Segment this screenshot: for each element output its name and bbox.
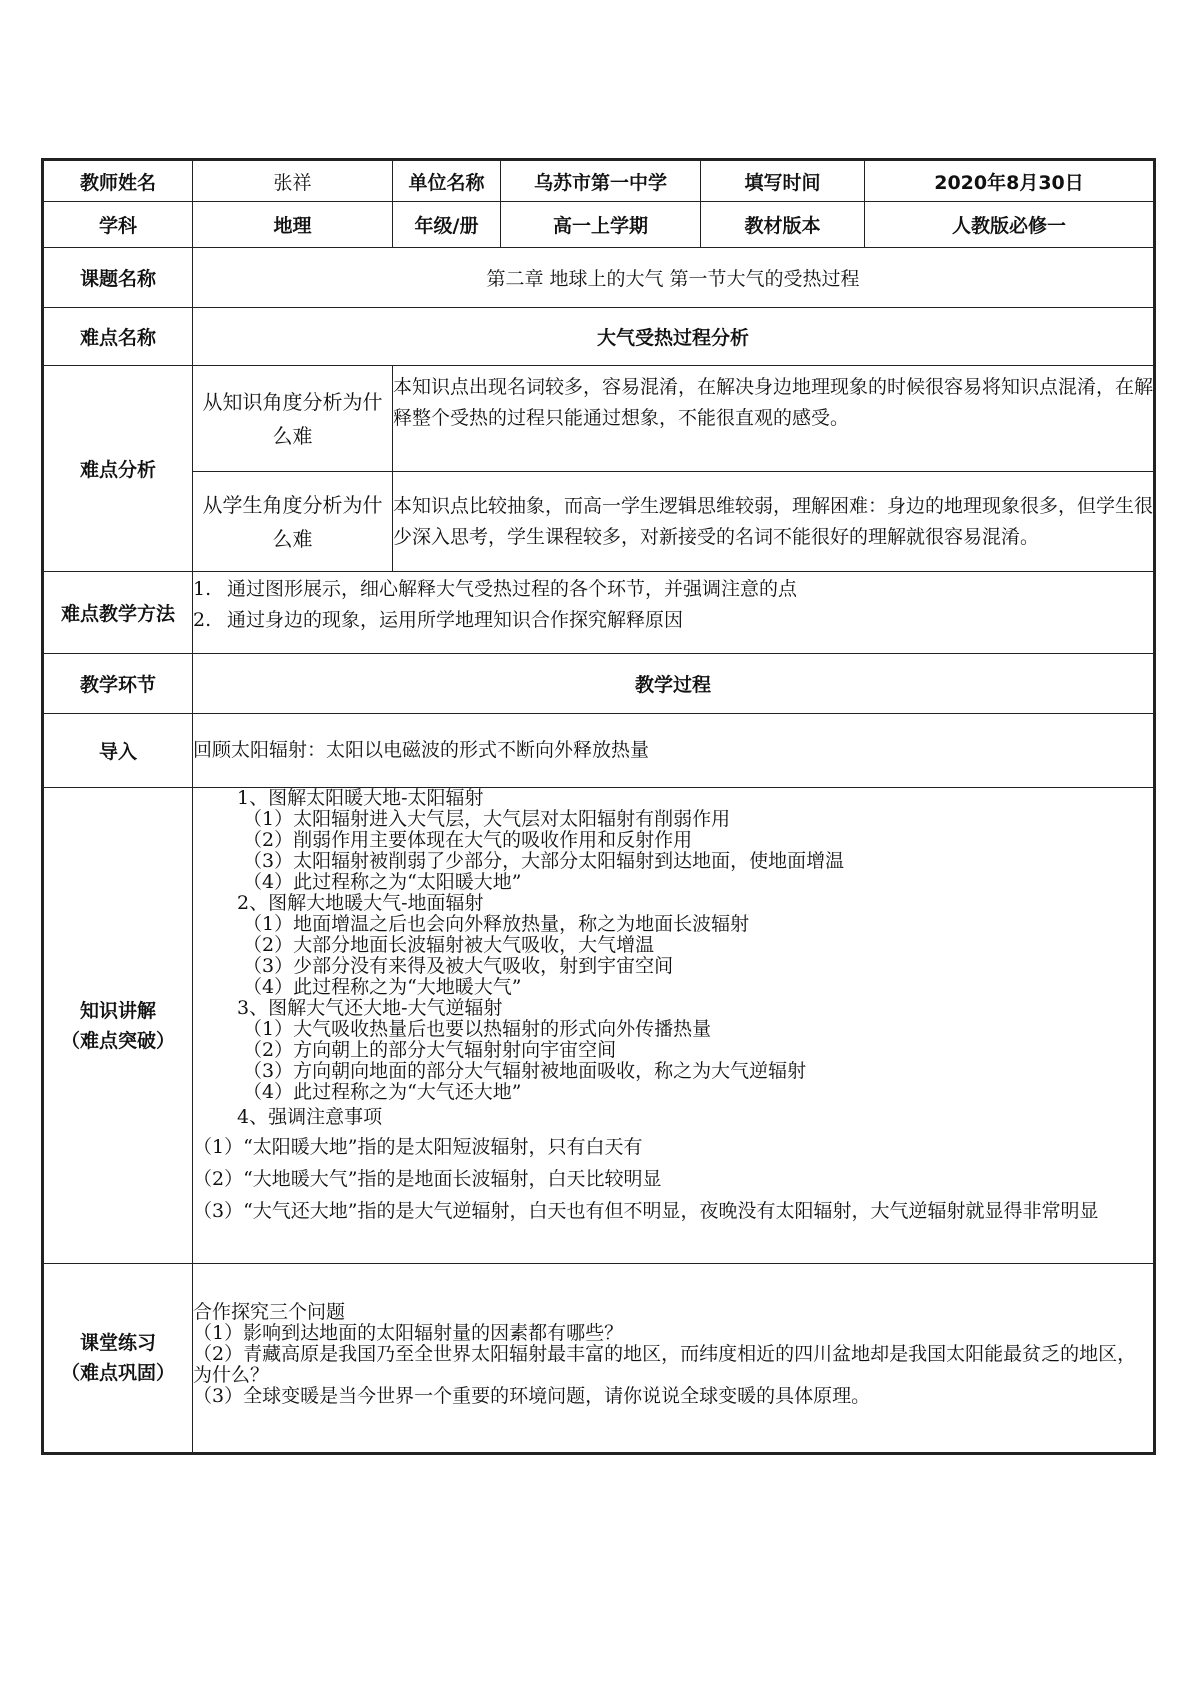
topic-value: 第二章 地球上的大气 第一节大气的受热过程: [193, 248, 1155, 308]
practice-line: （3）全球变暖是当今世界一个重要的环境问题，请你说说全球变暖的具体原理。: [193, 1385, 871, 1407]
intro-text: 回顾太阳辐射：太阳以电磁波的形式不断向外释放热量: [193, 714, 1155, 788]
unit-value: 乌苏市第一中学: [501, 160, 701, 202]
practice-label: [43, 1264, 193, 1454]
explain-line: （3）少部分没有来得及被大气吸收，射到宇宙空间: [243, 955, 674, 977]
explain-line: （2）大部分地面长波辐射被大气吸收，大气增温: [243, 934, 655, 956]
edition-value: 人教版必修一: [865, 202, 1155, 248]
practice-label-line1: 课堂练习: [79, 1332, 156, 1354]
date-label: 填写时间: [701, 160, 865, 202]
explain-label-line1: 知识讲解: [79, 999, 156, 1022]
explain-note: （1）“太阳暖大地”指的是太阳短波辐射，只有白天有: [193, 1136, 643, 1158]
analysis-label: 难点分析: [43, 366, 193, 572]
explain-line: 4、强调注意事项: [237, 1106, 383, 1128]
topic-label: 课题名称: [43, 248, 193, 308]
intro-label: 导入: [43, 714, 193, 788]
analysis-student-row: [43, 472, 1155, 572]
explain-line: 1、图解太阳暖大地-太阳辐射: [237, 787, 484, 809]
grade-label: 年级/册: [393, 202, 501, 248]
practice-content: [193, 1264, 1155, 1454]
explain-note: （3）“大气还大地”指的是大气逆辐射，白天也有但不明显，夜晚没有太阳辐射，大气逆辐射就显得非常明显: [193, 1200, 1099, 1222]
edition-label: 教材版本: [701, 202, 865, 248]
knowledge-angle-text: 本知识点出现名词较多，容易混淆，在解决身边地理现象的时候很容易将知识点混淆，在解释整个受热的过程只能通过想象，不能很直观的感受。: [393, 366, 1155, 472]
explain-line: （2）方向朝上的部分大气辐射射向宇宙空间: [243, 1039, 617, 1061]
explain-line: 2、图解大地暖大气-地面辐射: [237, 892, 484, 914]
intro-row: [43, 714, 1155, 788]
practice-line: （1）影响到达地面的太阳辐射量的因素都有哪些？: [193, 1322, 624, 1344]
topic-row: [43, 248, 1155, 308]
info-row-2: [43, 202, 1155, 248]
stage-row: [43, 654, 1155, 714]
date-value: 2020年8月30日: [865, 160, 1155, 202]
explain-line: （2）削弱作用主要体现在大气的吸收作用和反射作用: [243, 829, 693, 851]
method-item: [193, 574, 1153, 605]
method-item-text: 通过身边的现象，运用所学地理知识合作探究解释原因: [227, 609, 684, 631]
method-row: [43, 572, 1155, 654]
method-item-text: 通过图形展示，细心解释大气受热过程的各个环节，并强调注意的点: [227, 578, 798, 600]
explain-line: （3）太阳辐射被削弱了少部分，大部分太阳辐射到达地面，使地面增温: [243, 850, 845, 872]
method-item: [193, 605, 1153, 636]
practice-row: [43, 1264, 1155, 1454]
explain-row: [43, 788, 1155, 1264]
unit-label: 单位名称: [393, 160, 501, 202]
explain-note: （2）“大地暖大气”指的是地面长波辐射，白天比较明显: [193, 1168, 662, 1190]
difficulty-label: 难点名称: [43, 308, 193, 366]
explain-line: （3）方向朝向地面的部分大气辐射被地面吸收，称之为大气逆辐射: [243, 1060, 807, 1082]
lesson-plan-table: [41, 158, 1156, 1455]
stage-value: 教学过程: [193, 654, 1155, 714]
student-angle-label: 从学生角度分析为什么难: [193, 472, 393, 572]
explain-label-line2: （难点突破）: [60, 1029, 175, 1052]
subject-label: 学科: [43, 202, 193, 248]
difficulty-row: [43, 308, 1155, 366]
explain-line: （1）大气吸收热量后也要以热辐射的形式向外传播热量: [243, 1018, 712, 1040]
explain-content: [193, 788, 1155, 1264]
practice-line: 合作探究三个问题: [193, 1301, 346, 1323]
explain-line: （4）此过程称之为“太阳暖大地”: [243, 871, 522, 893]
method-item-number: 2.: [193, 609, 212, 631]
explain-label: [43, 788, 193, 1264]
explain-line: （1）太阳辐射进入大气层，大气层对太阳辐射有削弱作用: [243, 808, 731, 830]
grade-value: 高一上学期: [501, 202, 701, 248]
practice-label-line2: （难点巩固）: [60, 1362, 175, 1384]
info-row-1: [43, 160, 1155, 202]
student-angle-text: 本知识点比较抽象，而高一学生逻辑思维较弱，理解困难：身边的地理现象很多，但学生很少深入思考，学生课程较多，对新接受的名词不能很好的理解就很容易混淆。: [393, 472, 1155, 572]
stage-label: 教学环节: [43, 654, 193, 714]
subject-value: 地理: [193, 202, 393, 248]
practice-line: （2）青藏高原是我国乃至全世界太阳辐射最丰富的地区，而纬度相近的四川盆地却是我国太阳能最贫乏的地区，为什么？: [193, 1343, 1137, 1386]
explain-line: （4）此过程称之为“大气还大地”: [243, 1081, 522, 1103]
teacher-value: 张祥: [193, 160, 393, 202]
method-label: 难点教学方法: [43, 572, 193, 654]
method-list: [193, 572, 1155, 654]
analysis-knowledge-row: [43, 366, 1155, 472]
explain-line: （4）此过程称之为“大地暖大气”: [243, 976, 522, 998]
method-item-number: 1.: [193, 578, 212, 600]
knowledge-angle-label: 从知识角度分析为什么难: [193, 366, 393, 472]
difficulty-value: 大气受热过程分析: [193, 308, 1155, 366]
explain-line: （1）地面增温之后也会向外释放热量，称之为地面长波辐射: [243, 913, 750, 935]
teacher-label: 教师姓名: [43, 160, 193, 202]
explain-line: 3、图解大气还大地-大气逆辐射: [237, 997, 503, 1019]
